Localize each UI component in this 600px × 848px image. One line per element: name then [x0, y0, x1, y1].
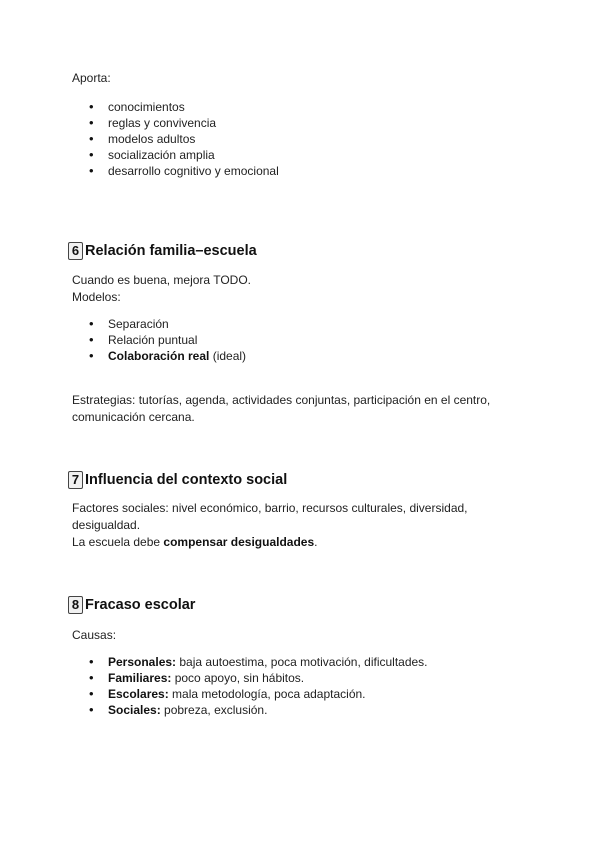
list-item	[72, 348, 540, 364]
list-item	[72, 670, 540, 686]
list-item: • Relación puntual	[72, 332, 540, 348]
school-text	[72, 534, 540, 551]
number-7-icon: 7	[68, 471, 83, 489]
list-item: • conocimientos	[72, 99, 540, 115]
aporta-list	[72, 99, 540, 179]
list-item	[72, 702, 540, 718]
bold-term: Familiares:	[108, 671, 172, 685]
bold-term: compensar desigualdades	[163, 535, 315, 549]
bold-term: Personales:	[108, 655, 177, 669]
item-text: poco apoyo, sin hábitos.	[171, 671, 305, 685]
list-item: • Separación	[72, 316, 540, 332]
aporta-label: Aporta:	[72, 71, 111, 85]
number-6-icon: 6	[68, 242, 83, 260]
section-6-line1: Cuando es buena, mejora TODO.	[72, 273, 251, 287]
causes-label: Causas:	[72, 628, 117, 642]
item-text: mala metodología, poca adaptación.	[168, 687, 366, 701]
section-7-heading	[68, 471, 540, 489]
list-item: • modelos adultos	[72, 131, 540, 147]
causes-list	[72, 654, 540, 718]
text-span: .	[314, 535, 318, 549]
list-item: • reglas y convivencia	[72, 115, 540, 131]
section-6-line2: Modelos:	[72, 289, 121, 304]
number-8-icon: 8	[68, 596, 83, 614]
list-item: • socialización amplia	[72, 147, 540, 163]
factors-text: Factores sociales: nivel económico, barrio, recursos culturales, diversidad, desigualdad.	[72, 501, 468, 532]
item-text: (ideal)	[209, 349, 247, 363]
text-span: La escuela debe	[72, 535, 164, 549]
section-8-title: Fracaso escolar	[85, 597, 196, 613]
strategies-text: Estrategias: tutorías, agenda, actividades conjuntas, participación en el centro, comunicación cercana.	[72, 393, 491, 424]
bold-term: Sociales:	[108, 703, 161, 717]
bold-term: Colaboración real	[108, 349, 210, 363]
list-item: • desarrollo cognitivo y emocional	[72, 163, 540, 179]
models-list	[72, 316, 540, 364]
section-6-heading	[68, 242, 540, 260]
item-text: pobreza, exclusión.	[160, 703, 268, 717]
item-text: baja autoestima, poca motivación, dificultades.	[176, 655, 428, 669]
bold-term: Escolares:	[108, 687, 169, 701]
section-6-title: Relación familia–escuela	[85, 243, 257, 259]
section-8-heading	[68, 596, 540, 614]
list-item	[72, 654, 540, 670]
list-item	[72, 686, 540, 702]
section-6-text	[72, 272, 540, 305]
section-7-title: Influencia del contexto social	[85, 472, 288, 488]
